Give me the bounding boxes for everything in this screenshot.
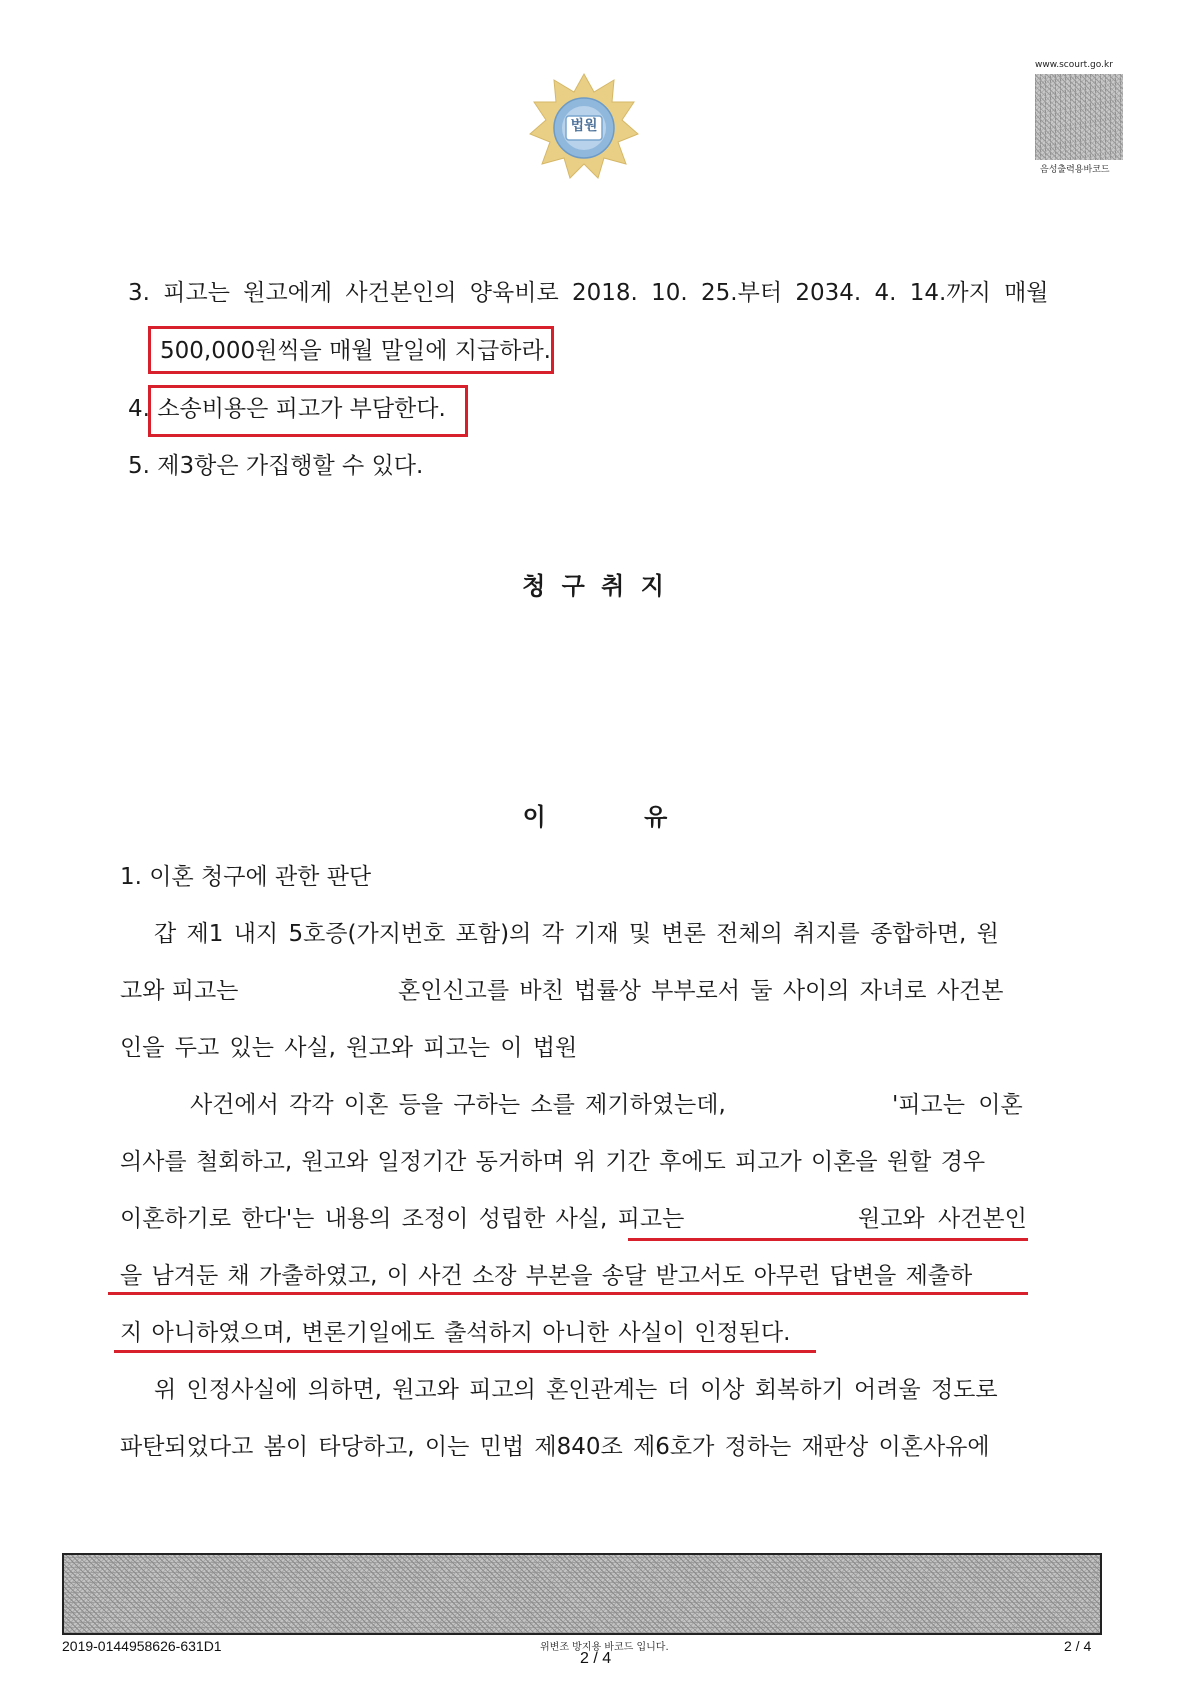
document-id: 2019-0144958626-631D1 (62, 1638, 222, 1654)
underline-annotation-3 (114, 1350, 816, 1353)
order-item-5: 5. 제3항은 가집행할 수 있다. (128, 453, 424, 479)
order-item-4: 4. 소송비용은 피고가 부담한다. (128, 396, 446, 422)
underline-annotation-2 (108, 1292, 1028, 1295)
order-item-3: 3. 피고는 원고에게 사건본인의 양육비로 2018. 10. 25.부터 2034. 4. 14.까지 매월 (128, 280, 1049, 306)
body-line-6b: 원고와 사건본인 (858, 1206, 1027, 1232)
qr-caption-bottom: 음성출력용바코드 (1040, 165, 1110, 175)
body-line-9: 위 인정사실에 의하면, 원고와 피고의 혼인관계는 더 이상 회복하기 어려울 정도로 (154, 1377, 998, 1403)
highlight-box-costs (148, 385, 468, 437)
court-seal-logo (528, 70, 640, 182)
claim-heading: 청 구 취 지 (522, 572, 668, 600)
body-line-5: 의사를 철회하고, 원고와 일정기간 동거하며 위 기간 후에도 피고가 이혼을 원할 경우 (120, 1149, 986, 1175)
section-title: 1. 이혼 청구에 관한 판단 (120, 864, 372, 890)
body-line-6a: 이혼하기로 한다'는 내용의 조정이 성립한 사실, 피고는 (120, 1206, 685, 1232)
order-item-3-cont: 500,000원씩을 매월 말일에 지급하라. (160, 338, 551, 364)
underline-annotation-1 (628, 1238, 1028, 1241)
qr-caption-top: www.scourt.go.kr (1035, 60, 1113, 70)
body-line-1: 갑 제1 내지 5호증(가지번호 포함)의 각 기재 및 변론 전체의 취지를 종합하면, 원 (154, 921, 999, 947)
court-seal-text: 법원 (570, 118, 598, 134)
body-line-3: 인을 두고 있는 사실, 원고와 피고는 이 법원 (120, 1035, 578, 1061)
body-line-4b: '피고는 이혼 (892, 1092, 1023, 1118)
body-line-8: 지 아니하였으며, 변론기일에도 출석하지 아니한 사실이 인정된다. (120, 1320, 791, 1346)
body-line-2a: 고와 피고는 (120, 978, 239, 1004)
body-line-10: 파탄되었다고 봄이 타당하고, 이는 민법 제840조 제6호가 정하는 재판상 이혼사유에 (120, 1434, 990, 1460)
barcode-notice: 위변조 방지용 바코드 입니다. (540, 1642, 669, 1653)
body-line-7: 을 남겨둔 채 가출하였고, 이 사건 소장 부본을 송달 받고서도 아무런 답변을 제출하 (120, 1263, 973, 1289)
body-line-4a: 사건에서 각각 이혼 등을 구하는 소를 제기하였는데, (190, 1092, 726, 1118)
voice-barcode-qr (1035, 74, 1123, 160)
anti-forgery-barcode (62, 1553, 1102, 1635)
body-line-2b: 혼인신고를 바친 법률상 부부로서 둘 사이의 자녀로 사건본 (398, 978, 1004, 1004)
page-number-right: 2 / 4 (1064, 1638, 1092, 1654)
highlight-box-payment (148, 326, 554, 374)
page-number-center: 2 / 4 (580, 1650, 612, 1667)
reason-heading: 이 유 (522, 803, 668, 831)
